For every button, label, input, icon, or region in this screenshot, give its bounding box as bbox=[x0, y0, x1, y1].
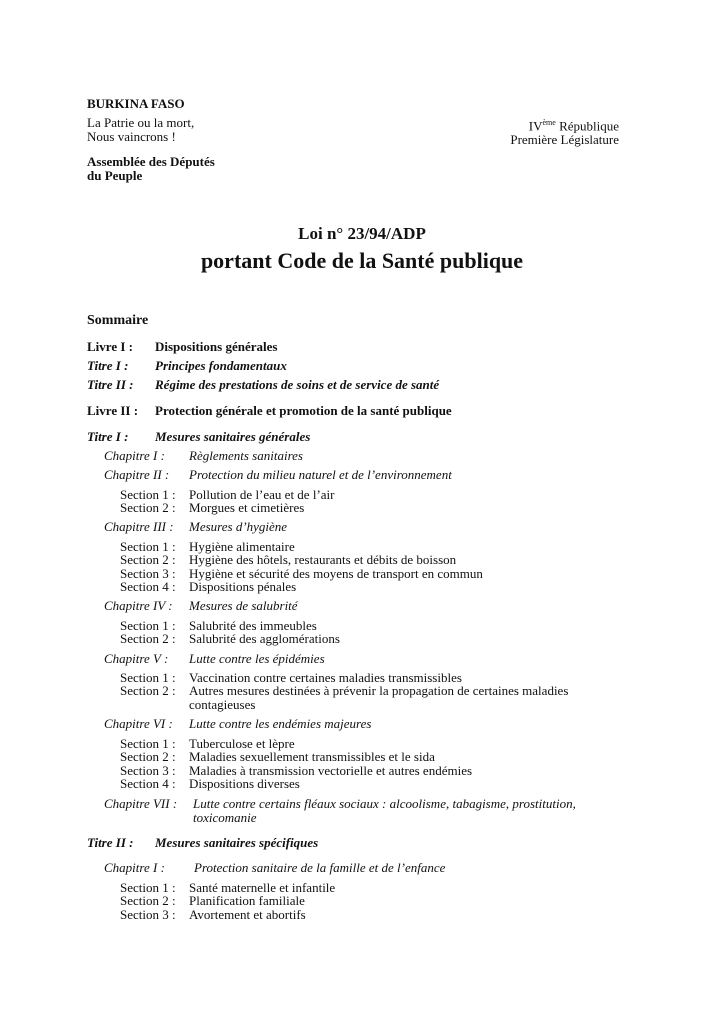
republic-line bbox=[510, 116, 619, 133]
ch2-section-1-text: Pollution de l’eau et de l’air bbox=[189, 487, 335, 502]
sommaire-heading: Sommaire bbox=[87, 313, 149, 328]
ch4-section-2-text: Salubrité des agglomérations bbox=[189, 631, 340, 646]
livre-1-label: Livre I : bbox=[87, 339, 133, 354]
chapitre-6-label: Chapitre VI : bbox=[104, 716, 173, 731]
motto-line-1: La Patrie ou la mort, bbox=[87, 115, 195, 130]
livre-2-titre-2-text: Mesures sanitaires spécifiques bbox=[155, 835, 319, 850]
t2-ch1-section-2-text: Planification familiale bbox=[189, 893, 305, 908]
ch6-section-2-label: Section 2 : bbox=[120, 749, 176, 764]
ch2-section-2-text: Morgues et cimetières bbox=[189, 500, 305, 515]
t2-chapitre-1-label: Chapitre I : bbox=[104, 860, 165, 875]
ch6-section-3-label: Section 3 : bbox=[120, 763, 176, 778]
assembly-line-2: du Peuple bbox=[87, 168, 143, 183]
law-title: Loi n° 23/94/ADP bbox=[298, 224, 426, 243]
assembly-line-1: Assemblée des Députés bbox=[87, 154, 215, 169]
assembly-name bbox=[87, 155, 215, 183]
ch2-section-1-label: Section 1 : bbox=[120, 487, 176, 502]
t2-ch1-section-1-label: Section 1 : bbox=[120, 880, 176, 895]
ch3-section-3-text: Hygiène et sécurité des moyens de transport en commun bbox=[189, 566, 483, 581]
chapitre-6-text: Lutte contre les endémies majeures bbox=[189, 716, 372, 731]
livre-2-text: Protection générale et promotion de la santé publique bbox=[155, 403, 452, 418]
ch3-section-3-label: Section 3 : bbox=[120, 566, 176, 581]
ch5-section-2-label: Section 2 : bbox=[120, 683, 176, 698]
livre-2-titre-1-label: Titre I : bbox=[87, 429, 129, 444]
ch6-section-3-text: Maladies à transmission vectorielle et autres endémies bbox=[189, 763, 473, 778]
ch3-section-2-label: Section 2 : bbox=[120, 552, 176, 567]
t2-ch1-section-3-label: Section 3 : bbox=[120, 907, 176, 922]
chapitre-1-label: Chapitre I : bbox=[104, 448, 165, 463]
ch3-section-2-text: Hygiène des hôtels, restaurants et débits de boisson bbox=[189, 552, 457, 567]
livre-1-text: Dispositions générales bbox=[155, 339, 278, 354]
livre-2-label: Livre II : bbox=[87, 403, 139, 418]
ch4-section-2-label: Section 2 : bbox=[120, 631, 176, 646]
ch3-section-1-label: Section 1 : bbox=[120, 539, 176, 554]
ch5-section-1-text: Vaccination contre certaines maladies transmissibles bbox=[189, 670, 462, 685]
republic-sup: ème bbox=[542, 118, 556, 127]
t2-chapitre-1-text: Protection sanitaire de la famille et de l’enfance bbox=[194, 860, 446, 875]
law-subtitle: portant Code de la Santé publique bbox=[200, 248, 524, 273]
ch6-section-4-text: Dispositions diverses bbox=[189, 776, 300, 791]
t2-ch1-section-1-text: Santé maternelle et infantile bbox=[189, 880, 336, 895]
ch6-section-1-text: Tuberculose et lèpre bbox=[189, 736, 295, 751]
motto-line-2: Nous vaincrons ! bbox=[87, 129, 176, 144]
livre-2-titre-2-label: Titre II : bbox=[87, 835, 134, 850]
ch3-section-1-text: Hygiène alimentaire bbox=[189, 539, 295, 554]
chapitre-5-label: Chapitre V : bbox=[104, 651, 169, 666]
chapitre-4-label: Chapitre IV : bbox=[104, 598, 173, 613]
chapitre-7-label: Chapitre VII : bbox=[104, 796, 178, 811]
chapitre-7-text: Lutte contre certains fléaux sociaux : alcoolisme, tabagisme, prostitution, toxicomanie bbox=[193, 796, 576, 825]
ch6-section-1-label: Section 1 : bbox=[120, 736, 176, 751]
chapitre-2-text: Protection du milieu naturel et de l’environnement bbox=[189, 467, 452, 482]
republic-prefix: IV bbox=[528, 118, 543, 134]
ch6-section-4-label: Section 4 : bbox=[120, 776, 176, 791]
national-motto bbox=[87, 116, 194, 144]
ch4-section-1-label: Section 1 : bbox=[120, 618, 176, 633]
chapitre-5-text: Lutte contre les épidémies bbox=[189, 651, 325, 666]
livre-2-titre-1-text: Mesures sanitaires générales bbox=[155, 429, 311, 444]
chapitre-2-label: Chapitre II : bbox=[104, 467, 170, 482]
chapitre-1-text: Règlements sanitaires bbox=[189, 448, 303, 463]
chapitre-3-text: Mesures d’hygiène bbox=[189, 519, 288, 534]
livre-1-titre-1-text: Principes fondamentaux bbox=[155, 358, 287, 373]
chapitre-3-label: Chapitre III : bbox=[104, 519, 174, 534]
ch2-section-2-label: Section 2 : bbox=[120, 500, 176, 515]
ch5-section-1-label: Section 1 : bbox=[120, 670, 176, 685]
republic-suffix: République bbox=[555, 118, 619, 134]
ch6-section-2-text: Maladies sexuellement transmissibles et le sida bbox=[189, 749, 435, 764]
chapitre-4-text: Mesures de salubrité bbox=[189, 598, 298, 613]
livre-1-titre-1-label: Titre I : bbox=[87, 358, 129, 373]
ch5-section-2-text: Autres mesures destinées à prévenir la propagation de certaines maladies contagieuses bbox=[189, 683, 569, 712]
ch4-section-1-text: Salubrité des immeubles bbox=[189, 618, 317, 633]
country-name: BURKINA FASO bbox=[87, 96, 185, 111]
livre-1-titre-2-text: Régime des prestations de soins et de service de santé bbox=[155, 377, 440, 392]
t2-ch1-section-3-text: Avortement et abortifs bbox=[189, 907, 306, 922]
ch3-section-4-text: Dispositions pénales bbox=[189, 579, 297, 594]
republic-block bbox=[510, 116, 619, 147]
livre-1-titre-2-label: Titre II : bbox=[87, 377, 134, 392]
legislature-line: Première Législature bbox=[510, 132, 619, 148]
ch3-section-4-label: Section 4 : bbox=[120, 579, 176, 594]
t2-ch1-section-2-label: Section 2 : bbox=[120, 893, 176, 908]
